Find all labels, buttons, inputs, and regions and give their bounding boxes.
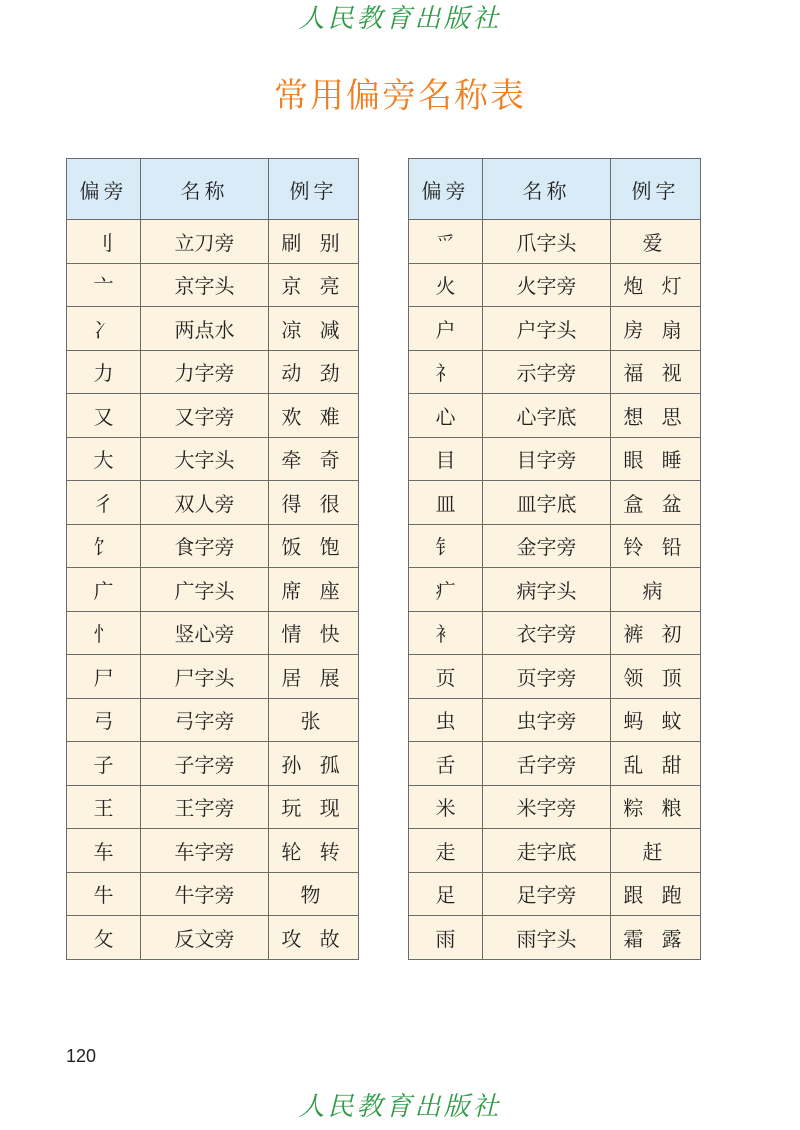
table-row: [409, 481, 701, 525]
name-cell: 子字旁: [141, 742, 269, 786]
examples-cell: 铃 铅: [611, 524, 701, 568]
examples-cell: 凉 减: [269, 307, 359, 351]
name-cell: 双人旁: [141, 481, 269, 525]
radical-cell: 攵: [67, 916, 141, 960]
table-row: [409, 611, 701, 655]
table-row: [67, 611, 359, 655]
examples-cell: 病: [611, 568, 701, 612]
examples-cell: 蚂 蚊: [611, 698, 701, 742]
name-cell: 金字旁: [483, 524, 611, 568]
name-cell: 两点水: [141, 307, 269, 351]
radical-cell: 弓: [67, 698, 141, 742]
radical-table-right-body: [409, 220, 701, 960]
radical-cell: 走: [409, 829, 483, 873]
table-row: [409, 872, 701, 916]
examples-cell: 炮 灯: [611, 263, 701, 307]
radical-cell: 车: [67, 829, 141, 873]
name-cell: 走字底: [483, 829, 611, 873]
examples-cell: 跟 跑: [611, 872, 701, 916]
table-row: [409, 524, 701, 568]
examples-cell: 赶: [611, 829, 701, 873]
radical-table-left-body: [67, 220, 359, 960]
name-cell: 反文旁: [141, 916, 269, 960]
radical-cell: 页: [409, 655, 483, 699]
table-row: [409, 307, 701, 351]
table-row: [67, 829, 359, 873]
radical-cell: 子: [67, 742, 141, 786]
page-title: 常用偏旁名称表: [274, 76, 526, 116]
examples-cell: 动 劲: [269, 350, 359, 394]
name-cell: 京字头: [141, 263, 269, 307]
name-cell: 竖心旁: [141, 611, 269, 655]
examples-cell: 乱 甜: [611, 742, 701, 786]
publisher-logo-top: 人民教育出版社: [298, 4, 502, 34]
header-radical: 偏旁: [409, 159, 483, 220]
examples-cell: 京 亮: [269, 263, 359, 307]
radical-table-left: [66, 158, 359, 960]
table-row: [67, 481, 359, 525]
name-cell: 广字头: [141, 568, 269, 612]
examples-cell: 轮 转: [269, 829, 359, 873]
radical-cell: 皿: [409, 481, 483, 525]
table-row: [67, 872, 359, 916]
name-cell: 大字头: [141, 437, 269, 481]
table-row: [67, 785, 359, 829]
name-cell: 皿字底: [483, 481, 611, 525]
name-cell: 火字旁: [483, 263, 611, 307]
examples-cell: 玩 现: [269, 785, 359, 829]
table-row: [67, 524, 359, 568]
name-cell: 示字旁: [483, 350, 611, 394]
radical-cell: 钅: [409, 524, 483, 568]
radical-cell: 户: [409, 307, 483, 351]
name-cell: 食字旁: [141, 524, 269, 568]
examples-cell: 爱: [611, 220, 701, 264]
table-header-row: [67, 159, 359, 220]
name-cell: 目字旁: [483, 437, 611, 481]
radical-cell: 虫: [409, 698, 483, 742]
name-cell: 爪字头: [483, 220, 611, 264]
examples-cell: 欢 难: [269, 394, 359, 438]
table-row: [67, 350, 359, 394]
header-radical: 偏旁: [67, 159, 141, 220]
examples-cell: 霜 露: [611, 916, 701, 960]
examples-cell: 得 很: [269, 481, 359, 525]
header-examples: 例字: [611, 159, 701, 220]
table-row: [67, 220, 359, 264]
name-cell: 页字旁: [483, 655, 611, 699]
radical-cell: 又: [67, 394, 141, 438]
name-cell: 又字旁: [141, 394, 269, 438]
examples-cell: 攻 故: [269, 916, 359, 960]
examples-cell: 房 扇: [611, 307, 701, 351]
table-row: [409, 655, 701, 699]
radical-cell: 大: [67, 437, 141, 481]
radical-cell: 彳: [67, 481, 141, 525]
table-row: [67, 568, 359, 612]
radical-cell: 衤: [409, 611, 483, 655]
name-cell: 衣字旁: [483, 611, 611, 655]
table-row: [409, 350, 701, 394]
table-header-row: [409, 159, 701, 220]
name-cell: 力字旁: [141, 350, 269, 394]
examples-cell: 福 视: [611, 350, 701, 394]
examples-cell: 情 快: [269, 611, 359, 655]
table-row: [409, 916, 701, 960]
examples-cell: 牵 奇: [269, 437, 359, 481]
examples-cell: 刷 别: [269, 220, 359, 264]
radical-cell: 礻: [409, 350, 483, 394]
name-cell: 牛字旁: [141, 872, 269, 916]
radical-cell: 爫: [409, 220, 483, 264]
table-row: [67, 263, 359, 307]
table-row: [409, 742, 701, 786]
name-cell: 舌字旁: [483, 742, 611, 786]
examples-cell: 想 思: [611, 394, 701, 438]
name-cell: 雨字头: [483, 916, 611, 960]
table-row: [409, 394, 701, 438]
examples-cell: 居 展: [269, 655, 359, 699]
radical-cell: 目: [409, 437, 483, 481]
radical-cell: 力: [67, 350, 141, 394]
header-name: 名称: [483, 159, 611, 220]
radical-cell: 忄: [67, 611, 141, 655]
table-row: [409, 785, 701, 829]
name-cell: 心字底: [483, 394, 611, 438]
table-row: [67, 307, 359, 351]
radical-cell: 刂: [67, 220, 141, 264]
table-row: [409, 568, 701, 612]
examples-cell: 饭 饱: [269, 524, 359, 568]
examples-cell: 领 顶: [611, 655, 701, 699]
radical-table-right: [408, 158, 701, 960]
table-row: [409, 437, 701, 481]
radical-cell: 广: [67, 568, 141, 612]
radical-cell: 心: [409, 394, 483, 438]
table-row: [67, 916, 359, 960]
radical-cell: 米: [409, 785, 483, 829]
table-row: [67, 437, 359, 481]
header-examples: 例字: [269, 159, 359, 220]
radical-cell: 雨: [409, 916, 483, 960]
name-cell: 车字旁: [141, 829, 269, 873]
radical-cell: 足: [409, 872, 483, 916]
examples-cell: 裤 初: [611, 611, 701, 655]
table-row: [67, 742, 359, 786]
name-cell: 尸字头: [141, 655, 269, 699]
name-cell: 米字旁: [483, 785, 611, 829]
examples-cell: 张: [269, 698, 359, 742]
examples-cell: 物: [269, 872, 359, 916]
name-cell: 虫字旁: [483, 698, 611, 742]
examples-cell: 席 座: [269, 568, 359, 612]
examples-cell: 孙 孤: [269, 742, 359, 786]
radical-cell: 冫: [67, 307, 141, 351]
table-row: [409, 220, 701, 264]
name-cell: 病字头: [483, 568, 611, 612]
table-row: [67, 698, 359, 742]
radical-cell: 舌: [409, 742, 483, 786]
table-row: [409, 263, 701, 307]
header-name: 名称: [141, 159, 269, 220]
radical-cell: 王: [67, 785, 141, 829]
name-cell: 立刀旁: [141, 220, 269, 264]
examples-cell: 盒 盆: [611, 481, 701, 525]
radical-cell: 牛: [67, 872, 141, 916]
table-row: [67, 655, 359, 699]
name-cell: 王字旁: [141, 785, 269, 829]
examples-cell: 眼 睡: [611, 437, 701, 481]
table-row: [409, 829, 701, 873]
name-cell: 户字头: [483, 307, 611, 351]
examples-cell: 粽 粮: [611, 785, 701, 829]
name-cell: 弓字旁: [141, 698, 269, 742]
publisher-logo-bottom: 人民教育出版社: [298, 1092, 502, 1122]
table-row: [409, 698, 701, 742]
name-cell: 足字旁: [483, 872, 611, 916]
radical-cell: 尸: [67, 655, 141, 699]
page-number: 120: [66, 1046, 97, 1066]
radical-cell: 亠: [67, 263, 141, 307]
table-row: [67, 394, 359, 438]
radical-cell: 火: [409, 263, 483, 307]
radical-cell: 疒: [409, 568, 483, 612]
radical-cell: 饣: [67, 524, 141, 568]
